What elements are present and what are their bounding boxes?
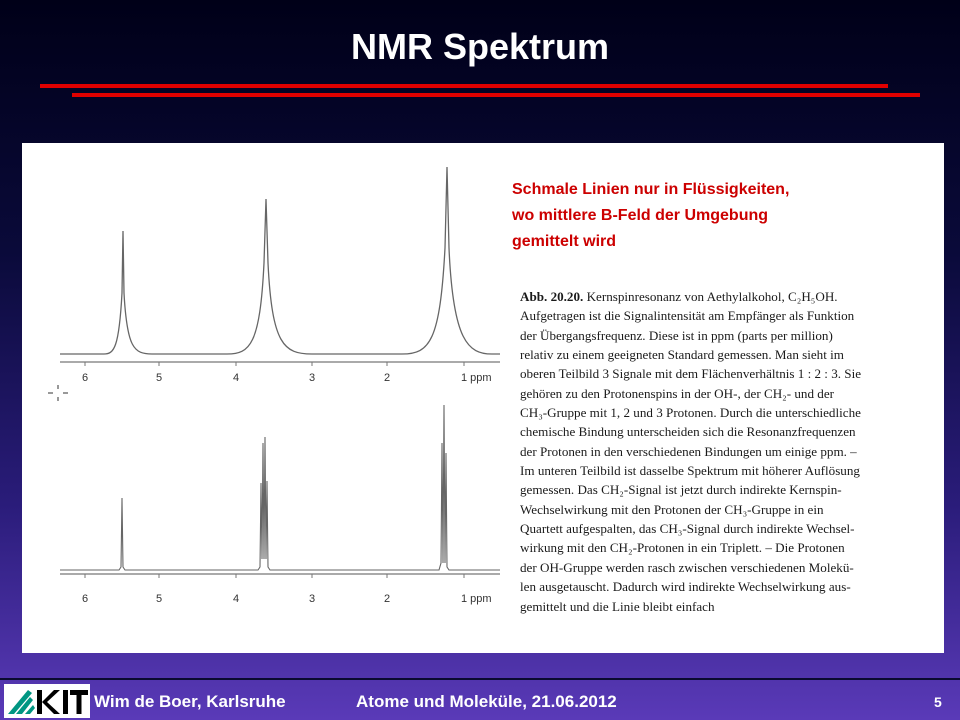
caption-line: Im unteren Teilbild ist dasselbe Spektrum mit höherer Auflösung <box>520 463 860 479</box>
crosshair-icon <box>48 385 68 401</box>
caption-line: gemittelt und die Linie bleibt einfach <box>520 598 715 614</box>
caption-line: der Übergangsfrequenz. Diese ist in ppm (parts per million) <box>520 327 833 343</box>
lower-tick-label-4: 4 <box>233 593 240 605</box>
lower-tick-label-3: 3 <box>309 593 316 605</box>
lower-tick-label-5: 5 <box>156 593 163 605</box>
callout-line: wo mittlere B-Feld der Umgebung <box>512 207 769 224</box>
caption-line: chemische Bindung unterscheiden sich die Resonanzfrequenzen <box>520 424 856 440</box>
callout-text <box>512 177 912 255</box>
caption-line: gemessen. Das CH₂-Signal ist jetzt durch indirekte Kernspin- <box>520 482 842 498</box>
caption-line: oberen Teilbild 3 Signale mit dem Flächenverhältnis 1 : 2 : 3. Sie <box>520 366 862 382</box>
callout-line: Schmale Linien nur in Flüssigkeiten, <box>512 181 790 198</box>
figure-panel <box>22 143 944 653</box>
upper-tick-label-6: 6 <box>82 372 89 384</box>
upper-tick-label-5: 5 <box>156 372 163 384</box>
caption-line: CH₃-Gruppe mit 1, 2 und 3 Protonen. Durch die unterschiedliche <box>520 405 861 421</box>
lower-tick-label-6: 6 <box>82 593 89 605</box>
caption-line: Wechselwirkung mit den Protonen der CH₃-Gruppe in ein <box>520 501 824 517</box>
kit-logo-icon <box>4 684 90 718</box>
caption-line: der OH-Gruppe werden rasch zwischen verschiedenen Molekü- <box>520 559 854 575</box>
footer-author: Wim de Boer, Karlsruhe <box>94 692 286 711</box>
page-number: 5 <box>934 694 942 710</box>
caption-label: Abb. 20.20. <box>520 289 584 304</box>
caption-line <box>520 287 940 306</box>
upper-tick-label-4: 4 <box>233 372 240 384</box>
caption-line-text: Kernspinresonanz von Aethylalkohol, C₂H₅OH. <box>583 289 838 304</box>
caption-line: Quartett aufgespalten, das CH₃-Signal durch indirekte Wechsel- <box>520 521 855 537</box>
upper-tick-label-3: 3 <box>309 372 316 384</box>
upper-spectrum-trace <box>60 167 500 354</box>
footer-divider <box>0 678 960 680</box>
slide-title: NMR Spektrum <box>350 26 610 67</box>
footer-course: Atome und Moleküle, 21.06.2012 <box>356 692 617 711</box>
caption-line: Aufgetragen ist die Signalintensität am Empfänger als Funktion <box>520 308 855 324</box>
title-underline-top <box>40 84 888 88</box>
caption-line: len ausgetauscht. Dadurch wird indirekte Wechselwirkung aus- <box>520 579 851 595</box>
lower-tick-label-2: 2 <box>384 593 391 605</box>
upper-ticks <box>85 362 464 366</box>
caption-line: wirkung mit den CH₂-Protonen in ein Triplett. – Die Protonen <box>520 540 845 556</box>
caption-line: relativ zu einem geeigneten Standard gemessen. Man sieht im <box>520 347 844 363</box>
lower-tick-label-1ppm: 1 ppm <box>461 593 492 605</box>
caption-line: gehören zu den Protonenspins in der OH-, der CH₂- und der <box>520 385 835 401</box>
upper-tick-label-2: 2 <box>384 372 391 384</box>
upper-tick-label-1ppm: 1 ppm <box>461 372 492 384</box>
callout-line: gemittelt wird <box>512 233 617 250</box>
figure-caption <box>520 287 940 616</box>
title-underline-bottom <box>72 93 920 97</box>
lower-spectrum-trace <box>60 405 500 570</box>
caption-line: der Protonen in den verschiedenen Bindungen um einige ppm. – <box>520 443 857 459</box>
